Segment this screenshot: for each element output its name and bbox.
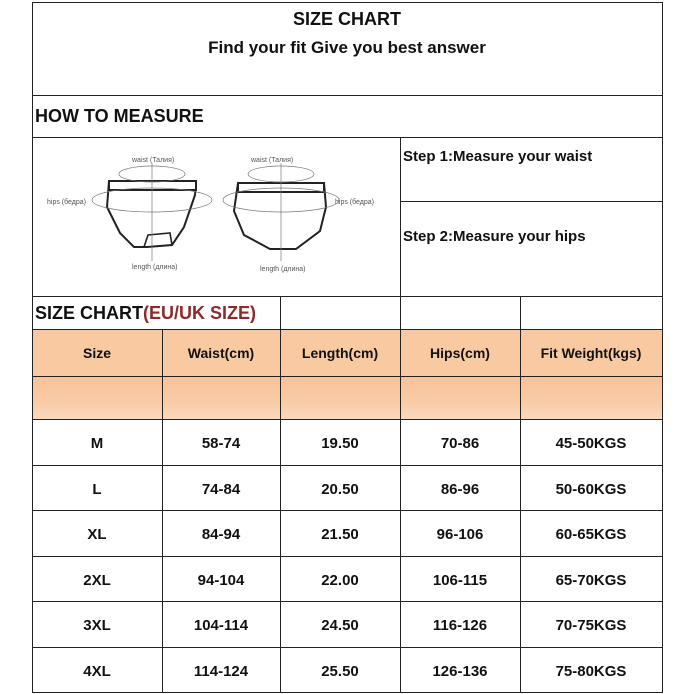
divider-table-top: [32, 329, 663, 330]
cell-length: 21.50: [321, 526, 359, 544]
cell-waist: 104-114: [193, 617, 249, 635]
back-hips-label: hips (бедра): [335, 199, 374, 206]
step-2-text: Step 2:Measure your hips: [403, 228, 586, 245]
cell-waist: 114-124: [193, 662, 249, 680]
page-title: SIZE CHART: [293, 9, 401, 29]
border-left: [32, 2, 33, 692]
divider-title-col-a: [280, 296, 281, 329]
cell-length: 25.50: [321, 662, 359, 680]
cell-length: 24.50: [321, 617, 359, 635]
row-divider: [32, 510, 663, 511]
row-divider: [32, 556, 663, 557]
cell-size: XL: [87, 526, 107, 544]
cell-length: 19.50: [321, 435, 359, 453]
size-chart-title: [35, 303, 256, 324]
table-header-band: [32, 376, 662, 419]
cell-fit-weight: 65-70KGS: [555, 571, 627, 589]
cell-length: 22.00: [321, 571, 359, 589]
front-length-label: length (длина): [132, 264, 178, 271]
divider-how-to: [32, 137, 663, 138]
front-hips-label: hips (бедра): [47, 199, 86, 206]
measurement-diagram: [32, 137, 400, 295]
briefs-back-view: [234, 183, 326, 249]
cell-hips: 96-106: [436, 526, 484, 544]
row-divider: [32, 601, 663, 602]
cell-hips: 70-86: [440, 435, 480, 453]
cell-waist: 58-74: [201, 435, 241, 453]
cell-length: 20.50: [321, 480, 359, 498]
step-1-text: Step 1:Measure your waist: [403, 148, 593, 165]
divider-header-band: [32, 419, 663, 420]
size-chart-title-main: SIZE CHART: [35, 303, 143, 323]
border-top: [32, 2, 663, 3]
cell-waist: 94-104: [197, 571, 245, 589]
header-size: Size: [82, 344, 111, 361]
divider-title-col-b: [520, 296, 521, 329]
front-waist-label: waist (Талия): [132, 157, 175, 164]
cell-hips: 106-115: [432, 571, 488, 589]
cell-fit-weight: 75-80KGS: [555, 662, 627, 680]
cell-hips: 116-126: [432, 617, 488, 635]
divider-chart-top: [32, 296, 663, 297]
divider-header: [32, 95, 663, 96]
header-length: Length(cm): [301, 344, 379, 361]
cell-fit-weight: 45-50KGS: [555, 435, 627, 453]
divider-header-row: [32, 376, 663, 377]
how-to-measure-heading: HOW TO MEASURE: [35, 106, 204, 126]
cell-hips: 126-136: [432, 662, 488, 680]
cell-size: 3XL: [83, 617, 111, 635]
border-right: [662, 2, 663, 692]
size-chart-title-accent: (EU/UK SIZE): [143, 303, 257, 323]
briefs-front-view: [107, 181, 196, 247]
header-hips: Hips(cm): [430, 344, 490, 361]
row-divider: [32, 465, 663, 466]
row-divider: [32, 647, 663, 648]
cell-size: L: [92, 480, 102, 498]
cell-fit-weight: 50-60KGS: [555, 480, 627, 498]
back-waist-label: waist (Талия): [251, 157, 294, 164]
cell-size: M: [90, 435, 104, 453]
cell-hips: 86-96: [440, 480, 480, 498]
cell-waist: 84-94: [201, 526, 241, 544]
header-fit-weight: Fit Weight(kgs): [540, 344, 642, 361]
cell-size: 2XL: [83, 571, 111, 589]
page-subtitle: Find your fit Give you best answer: [208, 38, 486, 57]
cell-size: 4XL: [83, 662, 111, 680]
cell-waist: 74-84: [201, 480, 241, 498]
border-bottom: [32, 692, 663, 693]
divider-steps-vertical: [400, 137, 401, 329]
cell-fit-weight: 70-75KGS: [555, 617, 627, 635]
cell-fit-weight: 60-65KGS: [555, 526, 627, 544]
header-waist: Waist(cm): [187, 344, 255, 361]
divider-steps: [400, 201, 662, 202]
back-length-label: length (длина): [260, 266, 306, 273]
